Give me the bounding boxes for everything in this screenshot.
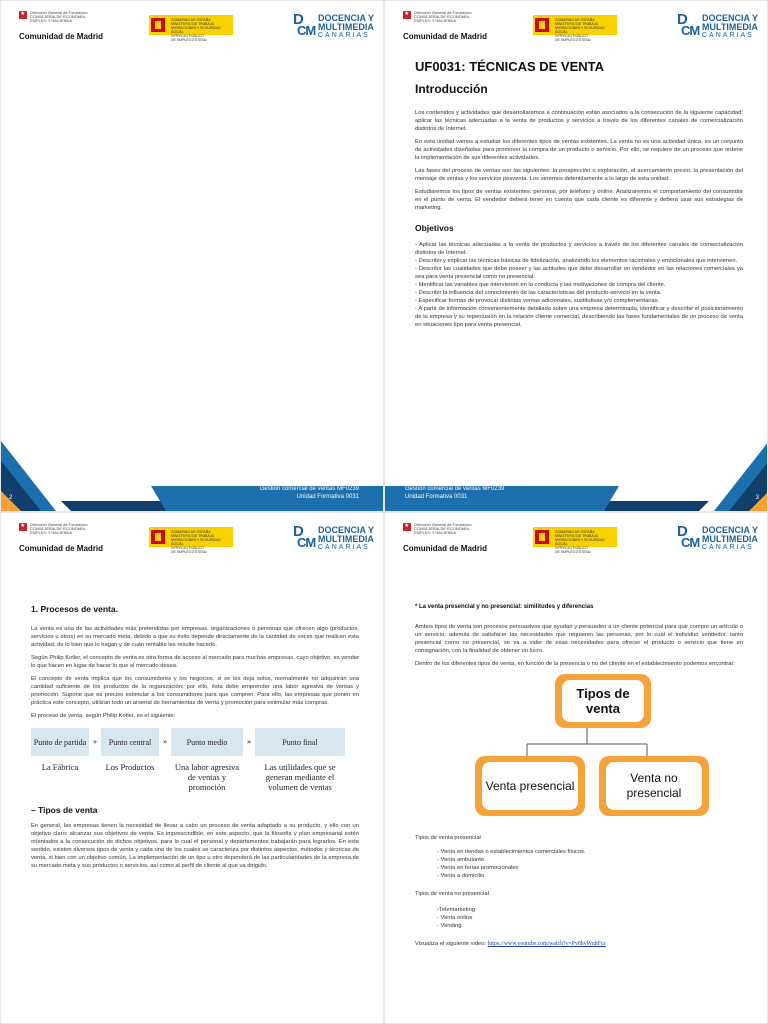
step-body: Las utilidades que se generan mediante el volumen de ventas [264,762,336,792]
madrid-flag-icon [19,523,27,531]
page-3 [384,0,768,512]
process-intro: El proceso de venta, según Philip Kotler, es el siguiente: [31,713,176,719]
no-presencial-list [437,906,743,930]
presencial-list [437,848,743,880]
objectives-list [415,241,743,329]
types-heading: – Tipos de venta [31,805,98,815]
list-item: - Venta ambulante [437,857,485,863]
list-item: - Describir la influencia del conocimiento de las características del producto-servicio en la venta. [415,290,662,296]
gobierno-logo [149,527,233,554]
footer-left [260,485,359,501]
arrow-icon: » [247,737,251,746]
video-line [415,940,743,948]
cm-name: Comunidad de Madrid [19,544,103,553]
list-item: - Venta en ferias promocionales [437,865,519,871]
cm-mark-icon: CM [297,535,316,550]
paragraph: El concepto de venta implica que los consumidores y los negocios, si se les deja solos, normalmente no adquirirán una cantidad suficiente de los productos de la organización; por ello, ésta debe emprender una labor agresiva de ventas y promoción. Supone que es preciso estimular a los consumidores para que compren. Para ello, las empresas que ponen en práctica este concepto, utilizan todo un arsenal de herramientas de venta y promoción para estimular más compras. [31,676,359,706]
objectives-heading: Objetivos [415,223,454,233]
sales-process-table [31,728,359,792]
cm-department: Dirección General de Formación CONSEJERÍA DE ECONOMÍA, EMPLEO Y HACIENDA [30,522,88,536]
dm-line3: CANARIAS [318,32,370,39]
diagram-left-label: Venta presencial [482,762,578,810]
footer-left-line1: Gestión comercial de ventas MF0239 [259,486,359,492]
dm-line2: MULTIMEDIA [318,534,374,544]
process-step [255,728,345,792]
gobierno-logo [149,15,233,42]
list-item: - Venta online [437,915,473,921]
shield-icon [151,530,165,544]
cm-name: Comunidad de Madrid [403,32,487,41]
subsection-title: * La venta presencial y no presencial: similitudes y diferencias [415,604,594,610]
dm-line2: MULTIMEDIA [702,534,758,544]
dm-line3: CANARIAS [702,544,754,551]
dm-mark-icon: D [293,11,302,28]
dm-line1: DOCENCIA Y [318,13,375,23]
comunidad-madrid-logo [403,10,487,41]
section-title: Introducción [415,82,488,96]
footer-left-line2: Unidad Formativa 0031 [296,494,359,500]
paragraph: Las fases del proceso de ventas son las siguientes: la prospección o exploración, el acercamiento previo, la presentación del mensaje de ventas y los servicios posventa. Los veremos detenidamente a lo largo de esta unidad. [415,168,743,182]
cm-mark-icon: CM [681,535,700,550]
gobierno-logo [533,15,617,42]
page4-content [31,605,359,875]
no-presencial-title: Tipos de venta no presencial [415,891,489,897]
comunidad-madrid-logo [19,522,103,553]
page-header [1,1,383,45]
dm-line1: DOCENCIA Y [318,525,375,535]
docencia-multimedia-logo [293,523,375,553]
sales-types-diagram [475,674,745,824]
page-4 [0,512,384,1024]
cm-department: Dirección General de Formación CONSEJERÍA DE ECONOMÍA, EMPLEO Y HACIENDA [414,10,472,24]
list-item: - Vending [437,923,462,929]
page-2 [0,0,384,512]
diagram-right-box [599,756,709,816]
gov-text: GOBIERNO DE ESPAÑA MINISTERIO DE TRABAJO MIGRACIONES Y SEGURIDAD SOCIAL SERVICIO PÚBLICO DE EMPLEO ESTATAL [171,18,221,42]
arrow-icon: » [93,737,97,746]
madrid-flag-icon [403,11,411,19]
page-5 [384,512,768,1024]
paragraph: Dentro de los diferentes tipos de venta, en función de la presencia o no del cliente en el establecimiento podemos encontrar: [415,661,735,667]
diagram-right-label: Venta no presencial [606,762,702,810]
paragraph: En esta unidad vamos a estudiar los diferentes tipos de ventas existentes. La venta no es una actividad única, es un conjunto de actividades diseñadas para promover la compra de un producto o servicio. Por ello, se requiere de un proceso que ordene la implementación de sus diferentes actividades. [415,139,743,161]
diagram-top-box [555,674,651,728]
page3-content [415,59,743,329]
video-link[interactable]: https://www.youtube.com/watch?v=Pv8hvWuhFcs [487,941,606,947]
paragraph: Estudiaremos los tipos de ventas existentes: personal, por teléfono y online. Analizaremos el comportamiento del consumidor en el punto de venta. El vendedor deberá tener en cuenta que cada cliente es diferente y deberá usar sus estrategias de marketing. [415,189,743,211]
paragraph: Ambos tipos de venta son procesos persuasivos que ayudan y persuaden a un cliente potencial para que compre un artículo o un servicio, además de satisfacer las necesidades que requieren las personas, por lo cual el individuo vendedor, tanto presencial como no presencial, se va a valer de esas necesidades para ofrecer el producto o servicio que tiene en consignación, con la finalidad de obtener un lucro. [415,624,743,654]
comunidad-madrid-logo [403,522,487,553]
process-step [31,728,89,792]
docencia-multimedia-logo [677,11,759,41]
list-item: - Describir y explicar las técnicas básicas de fidelización, analizando los elementos racionales y emocionales que intervienen. [415,258,738,264]
gov-text: GOBIERNO DE ESPAÑA MINISTERIO DE TRABAJO MIGRACIONES Y SEGURIDAD SOCIAL SERVICIO PÚBLICO DE EMPLEO ESTATAL [171,530,221,554]
cm-mark-icon: CM [297,23,316,38]
step-body: La Fábrica [41,762,79,772]
gov-text: GOBIERNO DE ESPAÑA MINISTERIO DE TRABAJO MIGRACIONES Y SEGURIDAD SOCIAL SERVICIO PÚBLICO DE EMPLEO ESTATAL [555,18,605,42]
dm-line2: MULTIMEDIA [318,22,374,32]
dm-line3: CANARIAS [702,32,754,39]
shield-icon [535,18,549,32]
step-body: Una labor agresiva de ventas y promoción [174,762,240,792]
footer-right-line2: Unidad Formativa 0031 [405,494,468,500]
dm-line1: DOCENCIA Y [702,13,759,23]
shield-icon [535,530,549,544]
list-item: -Telemarketing [437,907,476,913]
page-header [1,513,383,557]
page-header [385,513,767,557]
cm-mark-icon: CM [681,23,700,38]
section-title: 1. Procesos de venta. [31,604,118,614]
list-item: - Especificar formas de provocar distintas ventas adicionales, sustitutivas y/o complementarias. [415,298,660,304]
cm-name: Comunidad de Madrid [19,32,103,41]
step-head: Punto de partida [31,728,89,756]
paragraph: Según Philip Kotler, el concepto de venta es otra forma de acceso al mercado para muchas empresas, cuyo objetivo, es vender lo que hacen en lugar de hacer lo que el mercado desea. [31,655,359,669]
page-number: 3 [755,495,759,501]
madrid-flag-icon [19,11,27,19]
process-step [171,728,243,792]
dm-mark-icon: D [293,523,302,540]
cm-department: Dirección General de Formación CONSEJERÍA DE ECONOMÍA, EMPLEO Y HACIENDA [30,10,88,24]
docencia-multimedia-logo [677,523,759,553]
page-title: UF0031: TÉCNICAS DE VENTA [415,59,605,74]
page-header [385,1,767,45]
step-head: Punto medio [171,728,243,756]
diagram-left-box [475,756,585,816]
footer-right [405,485,504,501]
cm-name: Comunidad de Madrid [403,544,487,553]
presencial-title: Tipos de venta presencial [415,835,481,841]
step-body: Los Productos [105,762,155,772]
dm-line3: CANARIAS [318,544,370,551]
paragraph: Los contenidos y actividades que desarrollaremos a continuación están asociados a la consecución de la siguiente capacidad: aplicar las técnicas adecuadas a la venta de productos y servicios a través de los diferentes canales de comercialización distintos de Internet. [415,110,743,132]
process-step [101,728,159,792]
list-item: - Venta en tiendas o establecimientos comerciales físicos. [437,849,586,855]
arrow-icon: » [163,737,167,746]
page-number: 2 [9,495,13,501]
cm-department: Dirección General de Formación CONSEJERÍA DE ECONOMÍA, EMPLEO Y HACIENDA [414,522,472,536]
step-head: Punto final [255,728,345,756]
gov-text: GOBIERNO DE ESPAÑA MINISTERIO DE TRABAJO MIGRACIONES Y SEGURIDAD SOCIAL SERVICIO PÚBLICO DE EMPLEO ESTATAL [555,530,605,554]
list-item: - Describir las cualidades que debe poseer y las actitudes que debe desarrollar un vendedor en las relaciones comerciales ya sea para venta presencial como no presencial. [415,266,743,280]
comunidad-madrid-logo [19,10,103,41]
dm-mark-icon: D [677,523,686,540]
dm-mark-icon: D [677,11,686,28]
list-item: - Aplicar las técnicas adecuadas a la venta de productos y servicios a través de los diferentes canales de comercialización distintos de Internet. [415,242,743,256]
step-head: Punto central [101,728,159,756]
docencia-multimedia-logo [293,11,375,41]
paragraph: En general, las empresas tienen la necesidad de llevar a cabo un proceso de venta adaptado a su producto, y ello con un objetivo claro: alcanzar sus objetivos de venta. Es imprescindible, en este aspecto, que la filosofía y plan empresarial estén orientados a la consecución de dichos objetivos, para lo cual el personal y departamentos trabajarán para lograrlos. En este sentido, existen diversos tipos de venta y cada uno de los cuales se caracteriza por distintos aspectos, métodos y técnicas de venta, si bien con un objetivo común. La implementación de un tipo u otro dependerá de las particularidades de la empresa,de su mercado meta y sus productos o servicios, así como al perfil de cliente al que va dirigido. [31,823,359,869]
diagram-top-label: Tipos de venta [562,680,644,722]
footer-right-line1: Gestión comercial de ventas MF0239 [405,486,505,492]
paragraph: La venta es una de las actividades más pretendidas por empresas, organizaciones o personas que ofrecen algo (productos, servicios u otros) en su mercado meta, debido a que su éxito depende directamente de la cantidad de veces que realicen esta actividad, de lo bien que lo hagan y de cuán rentable les resulte hacerlo. [31,626,359,648]
dm-line1: DOCENCIA Y [702,525,759,535]
gobierno-logo [533,527,617,554]
video-label: Visualiza el siguiente video: [415,941,487,947]
dm-line2: MULTIMEDIA [702,22,758,32]
list-item: - Identificar las variables que intervienen en la conducta y las motivaciones de compra del cliente. [415,282,666,288]
list-item: - A partir de información convenientemente detallada sobre una empresa determinada, identificar y describir el posicionamiento de la empresa y su repercusión en la relación cliente comercial, describiendo las fases fundamentales de un proceso de venta en situaciones tipo para venta presencial. [415,306,743,328]
shield-icon [151,18,165,32]
page5-content [415,603,743,948]
list-item: - Venta a domicilio [437,873,485,879]
madrid-flag-icon [403,523,411,531]
